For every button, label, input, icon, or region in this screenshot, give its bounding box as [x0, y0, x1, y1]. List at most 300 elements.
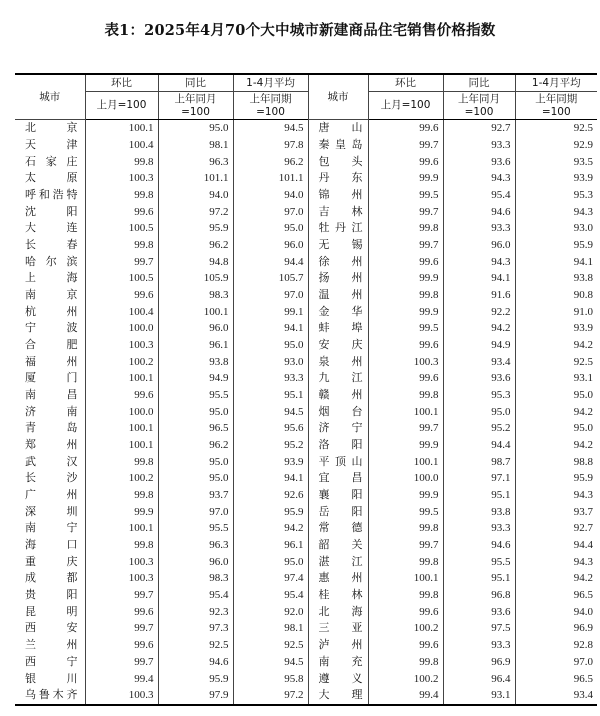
city-name-left: 广 州	[25, 488, 78, 502]
city-name-left: 太 原	[25, 171, 78, 185]
ytd-value-left: 96.1	[233, 537, 308, 554]
mom-value-left: 100.1	[85, 370, 158, 387]
mom-value-right: 99.6	[368, 120, 443, 137]
mom-value-right: 99.8	[368, 520, 443, 537]
city-name-right: 九 江	[308, 370, 368, 387]
city-name-left: 哈 尔 滨	[25, 254, 78, 268]
city-name-right: 平 顶 山	[308, 453, 368, 470]
city-name-left: 长 春	[25, 238, 78, 252]
yoy-value-left: 95.0	[158, 403, 233, 420]
table-row	[15, 670, 597, 687]
mom-value-left: 100.1	[85, 420, 158, 437]
table-row	[15, 453, 597, 470]
mom-value-right: 99.9	[368, 437, 443, 454]
city-name-right: 三 亚	[308, 620, 368, 637]
yoy-value-right: 96.9	[443, 654, 515, 671]
col-header-ytd-left: 1-4月平均	[233, 74, 308, 92]
mom-value-left: 100.5	[85, 220, 158, 237]
mom-value-right: 99.8	[368, 654, 443, 671]
table-row	[15, 687, 597, 705]
ytd-value-right: 92.5	[515, 120, 597, 137]
ytd-value-left: 97.4	[233, 570, 308, 587]
yoy-value-right: 94.4	[443, 437, 515, 454]
city-name-left: 厦 门	[25, 371, 78, 385]
ytd-value-left: 105.7	[233, 270, 308, 287]
yoy-value-right: 94.3	[443, 170, 515, 187]
yoy-value-right: 98.7	[443, 453, 515, 470]
mom-value-left: 100.3	[85, 687, 158, 705]
city-name-right: 温 州	[308, 287, 368, 304]
mom-value-right: 99.8	[368, 387, 443, 404]
table-row	[15, 137, 597, 154]
mom-value-left: 100.1	[85, 120, 158, 137]
col-subheader-ytd-right: 上年同期 =100	[515, 92, 597, 120]
city-name-right: 徐 州	[308, 253, 368, 270]
city-name-right: 岳 阳	[308, 503, 368, 520]
col-subheader-ytd-left: 上年同期 =100	[233, 92, 308, 120]
ytd-value-right: 96.5	[515, 587, 597, 604]
city-name-left: 乌鲁木齐	[15, 687, 85, 705]
ytd-value-right: 93.4	[515, 687, 597, 705]
yoy-value-right: 96.4	[443, 670, 515, 687]
table-row	[15, 153, 597, 170]
mom-value-right: 99.5	[368, 187, 443, 204]
ytd-value-left: 97.0	[233, 203, 308, 220]
table-row	[15, 470, 597, 487]
city-name-left: 重 庆	[25, 554, 78, 568]
city-name-left: 沈 阳	[25, 204, 78, 218]
table-row	[15, 587, 597, 604]
city-name-left: 海 口	[25, 538, 78, 552]
ytd-value-left: 93.3	[233, 370, 308, 387]
yoy-value-right: 94.6	[443, 537, 515, 554]
city-name-right: 扬 州	[308, 270, 368, 287]
ytd-value-right: 92.9	[515, 137, 597, 154]
ytd-value-right: 94.3	[515, 553, 597, 570]
ytd-value-right: 93.0	[515, 220, 597, 237]
ytd-value-right: 93.5	[515, 153, 597, 170]
city-name-right: 金 华	[308, 303, 368, 320]
mom-value-left: 99.7	[85, 587, 158, 604]
city-name-left: 石 家 庄	[25, 154, 78, 168]
city-name-left: 济 南	[25, 404, 78, 418]
yoy-value-left: 95.0	[158, 120, 233, 137]
yoy-value-right: 91.6	[443, 287, 515, 304]
mom-value-left: 99.8	[85, 537, 158, 554]
yoy-value-left: 98.3	[158, 570, 233, 587]
city-name-right: 遵 义	[308, 670, 368, 687]
ytd-value-left: 99.1	[233, 303, 308, 320]
ytd-value-left: 95.0	[233, 220, 308, 237]
mom-value-right: 99.6	[368, 337, 443, 354]
table-row	[15, 120, 597, 137]
mom-value-right: 100.2	[368, 670, 443, 687]
table-row	[15, 654, 597, 671]
yoy-value-right: 93.3	[443, 137, 515, 154]
mom-value-right: 99.7	[368, 537, 443, 554]
city-name-left: 福 州	[25, 354, 78, 368]
city-name-right: 北 海	[308, 603, 368, 620]
mom-value-right: 99.6	[368, 253, 443, 270]
mom-value-right: 100.1	[368, 403, 443, 420]
mom-value-left: 100.5	[85, 270, 158, 287]
yoy-value-left: 95.0	[158, 453, 233, 470]
mom-value-left: 99.9	[85, 503, 158, 520]
yoy-value-left: 92.5	[158, 637, 233, 654]
city-name-left: 大 连	[25, 221, 78, 235]
ytd-value-left: 93.0	[233, 353, 308, 370]
table-row	[15, 220, 597, 237]
ytd-value-left: 94.1	[233, 320, 308, 337]
yoy-value-left: 95.5	[158, 387, 233, 404]
yoy-value-right: 94.6	[443, 203, 515, 220]
ytd-value-right: 94.2	[515, 403, 597, 420]
yoy-value-left: 96.0	[158, 553, 233, 570]
mom-value-left: 100.2	[85, 353, 158, 370]
ytd-value-left: 96.2	[233, 153, 308, 170]
table-row	[15, 553, 597, 570]
mom-value-right: 99.6	[368, 603, 443, 620]
mom-value-right: 100.0	[368, 470, 443, 487]
ytd-value-right: 93.9	[515, 170, 597, 187]
ytd-value-left: 95.1	[233, 387, 308, 404]
col-header-mom-left: 环比	[85, 74, 158, 92]
mom-value-right: 99.8	[368, 220, 443, 237]
city-name-right: 蚌 埠	[308, 320, 368, 337]
mom-value-left: 99.6	[85, 637, 158, 654]
mom-value-left: 99.6	[85, 287, 158, 304]
city-name-left: 深 圳	[25, 504, 78, 518]
yoy-value-left: 95.9	[158, 670, 233, 687]
yoy-value-right: 93.6	[443, 153, 515, 170]
ytd-value-right: 95.0	[515, 387, 597, 404]
mom-value-left: 100.4	[85, 303, 158, 320]
yoy-value-right: 95.5	[443, 553, 515, 570]
city-name-left: 南 宁	[25, 521, 78, 535]
yoy-value-left: 94.6	[158, 654, 233, 671]
mom-value-left: 100.1	[85, 520, 158, 537]
ytd-value-left: 92.0	[233, 603, 308, 620]
mom-value-left: 100.0	[85, 403, 158, 420]
table-row	[15, 303, 597, 320]
ytd-value-left: 95.0	[233, 337, 308, 354]
yoy-value-right: 93.1	[443, 687, 515, 705]
city-name-right: 安 庆	[308, 337, 368, 354]
mom-value-right: 99.8	[368, 587, 443, 604]
city-name-right: 泉 州	[308, 353, 368, 370]
ytd-value-left: 94.5	[233, 403, 308, 420]
ytd-value-right: 91.0	[515, 303, 597, 320]
yoy-value-right: 93.3	[443, 520, 515, 537]
ytd-value-left: 94.5	[233, 120, 308, 137]
mom-value-right: 100.2	[368, 620, 443, 637]
city-name-right: 惠 州	[308, 570, 368, 587]
mom-value-right: 99.4	[368, 687, 443, 705]
yoy-value-right: 94.1	[443, 270, 515, 287]
mom-value-right: 99.9	[368, 170, 443, 187]
col-header-city-left: 城市	[15, 74, 85, 120]
table-row	[15, 637, 597, 654]
yoy-value-right: 95.1	[443, 487, 515, 504]
table-row	[15, 287, 597, 304]
ytd-value-right: 92.8	[515, 637, 597, 654]
table-row	[15, 503, 597, 520]
table-row	[15, 437, 597, 454]
mom-value-left: 100.3	[85, 553, 158, 570]
ytd-value-right: 93.7	[515, 503, 597, 520]
yoy-value-left: 97.2	[158, 203, 233, 220]
city-name-right: 大 理	[308, 687, 368, 705]
yoy-value-left: 97.0	[158, 503, 233, 520]
ytd-value-right: 97.0	[515, 654, 597, 671]
col-header-city-right: 城市	[308, 74, 368, 120]
table-row	[15, 253, 597, 270]
mom-value-right: 99.5	[368, 503, 443, 520]
mom-value-left: 99.7	[85, 654, 158, 671]
city-name-right: 韶 关	[308, 537, 368, 554]
mom-value-right: 99.9	[368, 303, 443, 320]
table-row	[15, 170, 597, 187]
yoy-value-right: 96.0	[443, 237, 515, 254]
yoy-value-right: 97.1	[443, 470, 515, 487]
table-row	[15, 320, 597, 337]
yoy-value-right: 94.9	[443, 337, 515, 354]
mom-value-left: 100.1	[85, 437, 158, 454]
mom-value-left: 100.3	[85, 170, 158, 187]
price-index-table	[15, 73, 597, 706]
yoy-value-left: 97.9	[158, 687, 233, 705]
table-body	[15, 120, 597, 705]
mom-value-left: 100.4	[85, 137, 158, 154]
city-name-left: 呼和浩特	[25, 188, 78, 202]
ytd-value-right: 93.1	[515, 370, 597, 387]
mom-value-right: 99.7	[368, 203, 443, 220]
ytd-value-right: 95.3	[515, 187, 597, 204]
mom-value-left: 99.8	[85, 237, 158, 254]
ytd-value-left: 97.0	[233, 287, 308, 304]
mom-value-right: 99.7	[368, 420, 443, 437]
mom-value-right: 100.1	[368, 453, 443, 470]
table-row	[15, 570, 597, 587]
ytd-value-right: 94.0	[515, 603, 597, 620]
ytd-value-right: 95.0	[515, 420, 597, 437]
city-name-left: 上 海	[25, 271, 78, 285]
city-name-left: 武 汉	[25, 454, 78, 468]
header-row-groups	[15, 74, 597, 92]
city-name-left: 成 都	[25, 571, 78, 585]
yoy-value-left: 95.0	[158, 470, 233, 487]
ytd-value-left: 97.2	[233, 687, 308, 705]
ytd-value-left: 92.5	[233, 637, 308, 654]
yoy-value-right: 96.8	[443, 587, 515, 604]
city-name-left: 郑 州	[25, 438, 78, 452]
mom-value-left: 99.6	[85, 387, 158, 404]
ytd-value-left: 95.8	[233, 670, 308, 687]
yoy-value-right: 92.2	[443, 303, 515, 320]
table-row	[15, 203, 597, 220]
mom-value-left: 99.7	[85, 620, 158, 637]
yoy-value-left: 94.8	[158, 253, 233, 270]
ytd-value-right: 94.3	[515, 203, 597, 220]
city-name-left: 北 京	[25, 121, 78, 135]
mom-value-right: 99.6	[368, 370, 443, 387]
city-name-right: 吉 林	[308, 203, 368, 220]
mom-value-right: 99.9	[368, 270, 443, 287]
yoy-value-left: 94.0	[158, 187, 233, 204]
yoy-value-right: 93.8	[443, 503, 515, 520]
yoy-value-right: 94.3	[443, 253, 515, 270]
city-name-right: 常 德	[308, 520, 368, 537]
mom-value-left: 100.2	[85, 470, 158, 487]
city-name-left: 青 岛	[25, 421, 78, 435]
yoy-value-left: 96.0	[158, 320, 233, 337]
mom-value-right: 99.6	[368, 637, 443, 654]
ytd-value-left: 94.1	[233, 470, 308, 487]
ytd-value-left: 94.2	[233, 520, 308, 537]
yoy-value-left: 101.1	[158, 170, 233, 187]
city-name-right: 桂 林	[308, 587, 368, 604]
ytd-value-right: 93.8	[515, 270, 597, 287]
table-row	[15, 520, 597, 537]
mom-value-left: 99.8	[85, 453, 158, 470]
mom-value-right: 99.9	[368, 487, 443, 504]
ytd-value-right: 95.9	[515, 237, 597, 254]
ytd-value-right: 98.8	[515, 453, 597, 470]
city-name-right: 济 宁	[308, 420, 368, 437]
mom-value-right: 99.5	[368, 320, 443, 337]
city-name-left: 西 安	[25, 621, 78, 635]
mom-value-right: 99.7	[368, 137, 443, 154]
mom-value-right: 100.3	[368, 353, 443, 370]
city-name-right: 湛 江	[308, 553, 368, 570]
table-row	[15, 603, 597, 620]
city-name-right: 锦 州	[308, 187, 368, 204]
yoy-value-left: 96.2	[158, 437, 233, 454]
yoy-value-left: 92.3	[158, 603, 233, 620]
mom-value-left: 99.6	[85, 603, 158, 620]
mom-value-left: 100.3	[85, 570, 158, 587]
yoy-value-right: 93.4	[443, 353, 515, 370]
yoy-value-right: 93.3	[443, 220, 515, 237]
ytd-value-left: 94.0	[233, 187, 308, 204]
yoy-value-right: 95.0	[443, 403, 515, 420]
yoy-value-right: 93.6	[443, 603, 515, 620]
yoy-value-left: 105.9	[158, 270, 233, 287]
yoy-value-right: 95.2	[443, 420, 515, 437]
ytd-value-right: 94.4	[515, 537, 597, 554]
yoy-value-right: 94.2	[443, 320, 515, 337]
city-name-right: 唐 山	[308, 120, 368, 137]
yoy-value-left: 98.3	[158, 287, 233, 304]
yoy-value-left: 96.1	[158, 337, 233, 354]
city-name-left: 合 肥	[25, 338, 78, 352]
city-name-left: 宁 波	[25, 321, 78, 335]
col-header-yoy-left: 同比	[158, 74, 233, 92]
city-name-right: 丹 东	[308, 170, 368, 187]
yoy-value-right: 97.5	[443, 620, 515, 637]
ytd-value-right: 93.9	[515, 320, 597, 337]
table-row	[15, 403, 597, 420]
ytd-value-left: 94.5	[233, 654, 308, 671]
city-name-right: 泸 州	[308, 637, 368, 654]
table-row	[15, 237, 597, 254]
col-header-ytd-right: 1-4月平均	[515, 74, 597, 92]
mom-value-left: 99.7	[85, 253, 158, 270]
city-name-right: 无 锡	[308, 237, 368, 254]
mom-value-right: 99.7	[368, 237, 443, 254]
table-row	[15, 420, 597, 437]
yoy-value-left: 96.3	[158, 153, 233, 170]
yoy-value-left: 94.9	[158, 370, 233, 387]
city-name-left: 杭 州	[25, 304, 78, 318]
mom-value-left: 100.0	[85, 320, 158, 337]
table-row	[15, 370, 597, 387]
ytd-value-left: 95.9	[233, 503, 308, 520]
col-subheader-yoy-left: 上年同月 =100	[158, 92, 233, 120]
ytd-value-left: 95.4	[233, 587, 308, 604]
city-name-left: 贵 阳	[25, 588, 78, 602]
ytd-value-right: 95.9	[515, 470, 597, 487]
mom-value-left: 100.3	[85, 337, 158, 354]
ytd-value-right: 96.5	[515, 670, 597, 687]
yoy-value-right: 95.1	[443, 570, 515, 587]
col-subheader-mom-right: 上月=100	[368, 92, 443, 120]
city-name-left: 昆 明	[25, 604, 78, 618]
city-name-left: 南 昌	[25, 388, 78, 402]
ytd-value-right: 90.8	[515, 287, 597, 304]
col-subheader-mom-left: 上月=100	[85, 92, 158, 120]
yoy-value-right: 95.4	[443, 187, 515, 204]
ytd-value-right: 94.2	[515, 337, 597, 354]
yoy-value-right: 93.3	[443, 637, 515, 654]
city-name-left: 银 川	[25, 671, 78, 685]
ytd-value-left: 95.2	[233, 437, 308, 454]
mom-value-right: 99.8	[368, 287, 443, 304]
ytd-value-left: 95.6	[233, 420, 308, 437]
mom-value-right: 99.6	[368, 153, 443, 170]
yoy-value-left: 96.2	[158, 237, 233, 254]
col-header-mom-right: 环比	[368, 74, 443, 92]
ytd-value-left: 101.1	[233, 170, 308, 187]
ytd-value-left: 93.9	[233, 453, 308, 470]
table-row	[15, 387, 597, 404]
yoy-value-left: 96.3	[158, 537, 233, 554]
ytd-value-left: 92.6	[233, 487, 308, 504]
mom-value-right: 100.1	[368, 570, 443, 587]
ytd-value-right: 94.3	[515, 487, 597, 504]
mom-value-right: 99.8	[368, 553, 443, 570]
yoy-value-right: 93.6	[443, 370, 515, 387]
yoy-value-left: 96.5	[158, 420, 233, 437]
city-name-left: 天 津	[25, 138, 78, 151]
ytd-value-right: 94.2	[515, 570, 597, 587]
mom-value-left: 99.8	[85, 187, 158, 204]
city-name-right: 南 充	[308, 654, 368, 671]
yoy-value-left: 97.3	[158, 620, 233, 637]
mom-value-left: 99.6	[85, 203, 158, 220]
city-name-right: 洛 阳	[308, 437, 368, 454]
ytd-value-left: 97.8	[233, 137, 308, 154]
city-name-right: 秦 皇 岛	[308, 137, 368, 154]
yoy-value-left: 98.1	[158, 137, 233, 154]
ytd-value-left: 96.0	[233, 237, 308, 254]
ytd-value-right: 96.9	[515, 620, 597, 637]
table-row	[15, 620, 597, 637]
city-name-right: 赣 州	[308, 387, 368, 404]
yoy-value-left: 100.1	[158, 303, 233, 320]
mom-value-left: 99.8	[85, 487, 158, 504]
ytd-value-right: 92.5	[515, 353, 597, 370]
